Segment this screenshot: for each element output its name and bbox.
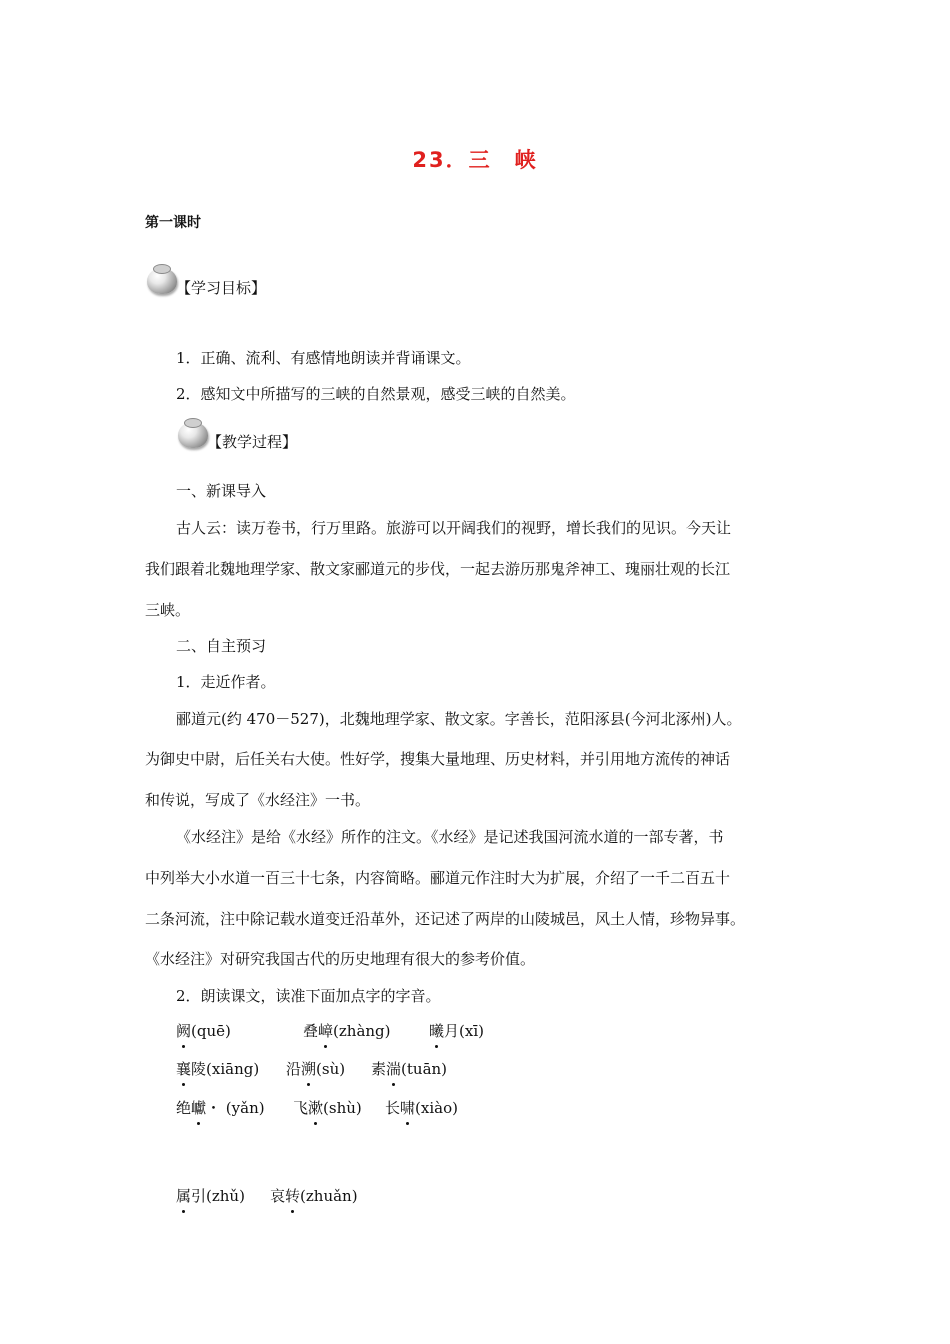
paragraph-line: 二条河流，注中除记载水道变迁沿革外，还记述了两岸的山陵城邑，风土人情，珍物异事。 [145, 910, 746, 928]
pinyin-text: (xiào) [415, 1099, 458, 1117]
pinyin-text: (sù) [316, 1060, 346, 1078]
process-heading: 【教学过程】 [207, 433, 298, 451]
pinyin-text: (zhàng) [333, 1022, 391, 1040]
section-heading: 二、自主预习 [176, 637, 267, 655]
paragraph-line: 郦道元(约 470－527)，北魏地理学家、散文家。字善长，范阳涿县(今河北涿州)人。 [176, 710, 742, 728]
pinyin-text: (tuān) [401, 1060, 448, 1078]
pinyin-item [385, 1097, 458, 1118]
paragraph-line: 中列举大小水道一百三十七条，内容简略。郦道元作注时大为扩展，介绍了一千二百五十 [145, 869, 731, 887]
subheading: 1．走近作者。 [176, 673, 276, 691]
dotted-char: 溯 [301, 1060, 317, 1078]
plain-char: 沿 [286, 1060, 302, 1078]
paragraph-line: 《水经注》对研究我国古代的历史地理有很大的参考价值。 [145, 950, 536, 968]
bullet-icon [178, 422, 208, 448]
plain-char: 素 [371, 1060, 387, 1078]
dotted-char: 湍 [386, 1060, 402, 1078]
dotted-char: 曦 [429, 1022, 445, 1040]
dotted-char: 属 [176, 1187, 192, 1205]
paragraph-line: 和传说，写成了《水经注》一书。 [145, 791, 371, 809]
plain-char: 飞 [293, 1099, 309, 1117]
pinyin-text: 陵(xiāng) [191, 1060, 260, 1078]
section-heading: 一、新课导入 [176, 482, 267, 500]
bullet-icon [147, 268, 177, 294]
pinyin-item [176, 1097, 265, 1118]
pinyin-item [270, 1185, 358, 1206]
subheading: 2．朗读课文，读准下面加点字的字音。 [176, 987, 441, 1005]
pinyin-text: ・ (yǎn) [206, 1099, 265, 1117]
plain-char: 长 [385, 1099, 401, 1117]
pinyin-item [429, 1020, 484, 1041]
pinyin-text: (shù) [323, 1099, 362, 1117]
dotted-char: 啸 [400, 1099, 416, 1117]
pinyin-item [371, 1058, 447, 1079]
lesson-label: 第一课时 [145, 215, 201, 231]
plain-char: 绝 [176, 1099, 192, 1117]
pinyin-text: 引(zhǔ) [191, 1187, 245, 1205]
plain-char: 叠 [303, 1022, 319, 1040]
page-title: 23．三 峡 [412, 148, 538, 172]
pinyin-item [303, 1020, 391, 1041]
paragraph-line: 我们跟着北魏地理学家、散文家郦道元的步伐，一起去游历那鬼斧神工、瑰丽壮观的长江 [145, 560, 731, 578]
dotted-char: 嶂 [318, 1022, 334, 1040]
goal-item: 2．感知文中所描写的三峡的自然景观，感受三峡的自然美。 [176, 385, 576, 403]
pinyin-item [293, 1097, 362, 1118]
goals-heading: 【学习目标】 [176, 279, 267, 297]
dotted-char: 阙 [176, 1022, 192, 1040]
pinyin-text: (zhuǎn) [300, 1187, 358, 1205]
goal-item: 1．正确、流利、有感情地朗读并背诵课文。 [176, 349, 471, 367]
dotted-char: 转 [285, 1187, 301, 1205]
paragraph-line: 古人云：读万卷书，行万里路。旅游可以开阔我们的视野，增长我们的见识。今天让 [176, 519, 732, 537]
paragraph-line: 三峡。 [145, 601, 191, 619]
pinyin-text: (quē) [191, 1022, 231, 1040]
dotted-char: 漱 [308, 1099, 324, 1117]
pinyin-item [286, 1058, 345, 1079]
dotted-char: 巘 [191, 1099, 207, 1117]
pinyin-item [176, 1185, 245, 1206]
pinyin-text: 月(xī) [444, 1022, 484, 1040]
pinyin-item [176, 1058, 259, 1079]
plain-char: 哀 [270, 1187, 286, 1205]
pinyin-item [176, 1020, 231, 1041]
paragraph-line: 为御史中尉，后任关右大使。性好学，搜集大量地理、历史材料，并引用地方流传的神话 [145, 750, 731, 768]
dotted-char: 襄 [176, 1060, 192, 1078]
paragraph-line: 《水经注》是给《水经》所作的注文。《水经》是记述我国河流水道的一部专著，书 [176, 828, 724, 846]
